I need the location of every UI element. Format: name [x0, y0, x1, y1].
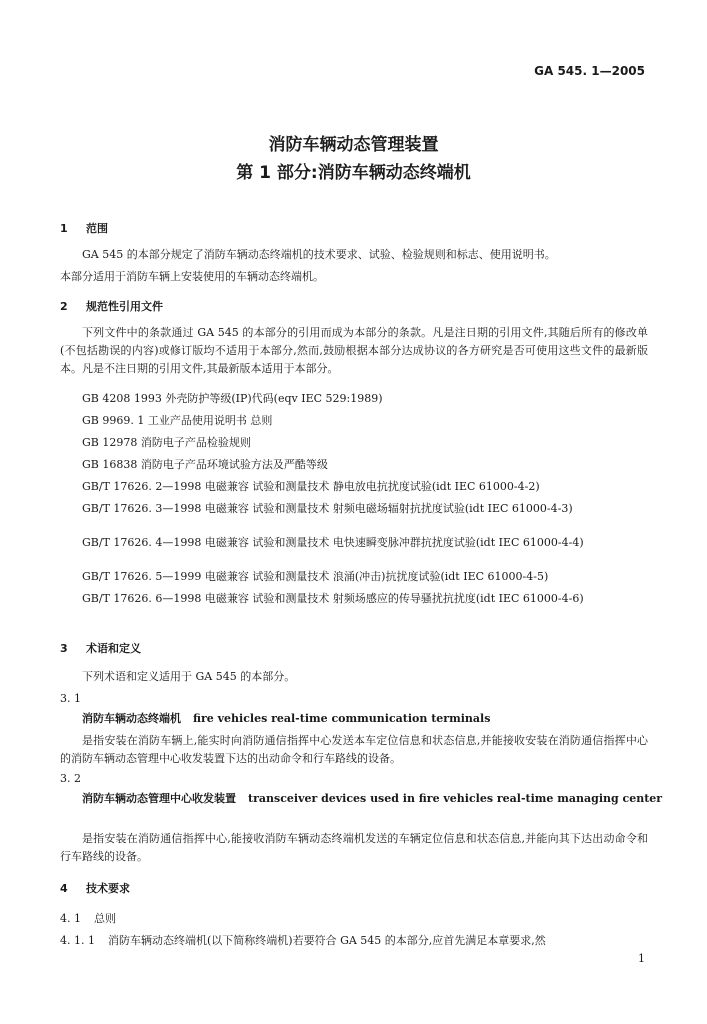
- clause-number: 4. 1. 1: [60, 934, 95, 947]
- section-2-heading: [60, 298, 648, 316]
- term-heading: [60, 710, 670, 728]
- reference-item: GB 16838 消防电子产品环境试验方法及严酷等级: [82, 458, 328, 471]
- reference-item: GB/T 17626. 6—1998 电磁兼容 试验和测量技术 射频场感应的传导骚扰抗扰度(idt IEC 61000-4-6): [82, 592, 584, 605]
- term-heading: [60, 790, 670, 808]
- term-definition: 是指安装在消防车辆上,能实时向消防通信指挥中心发送本车定位信息和状态信息,并能接收安装在消防通信指挥中心的消防车辆动态管理中心收发装置下达的出动命令和行车路线的设备。: [60, 734, 648, 765]
- section-title: 术语和定义: [86, 642, 141, 655]
- section-2-intro: 下列文件中的条款通过 GA 545 的本部分的引用而成为本部分的条款。凡是注日期的引用文件,其随后所有的修改单(不包括勘误的内容)或修订版均不适用于本部分,然而,鼓励根据本部分达成协议的各方研究是否可使用这些文件的最新版本。凡是不注日期的引用文件,其最新版本适用于本部分。: [60, 326, 648, 375]
- reference-item: GB/T 17626. 2—1998 电磁兼容 试验和测量技术 静电放电抗扰度试验(idt IEC 61000-4-2): [82, 480, 540, 493]
- reference-item: GB 4208 1993 外壳防护等级(IP)代码(eqv IEC 529:1989): [82, 392, 383, 405]
- reference-item: GB/T 17626. 5—1999 电磁兼容 试验和测量技术 浪涌(冲击)抗扰度试验(idt IEC 61000-4-5): [82, 570, 549, 583]
- clause-number: 3. 1: [60, 692, 81, 705]
- section-1-heading: [60, 220, 648, 238]
- clause-4-1-1: [60, 932, 648, 950]
- section-number: 2: [60, 300, 68, 313]
- term-cn: 消防车辆动态管理中心收发装置: [82, 792, 236, 805]
- section-number: 1: [60, 222, 68, 235]
- section-title: 范围: [86, 222, 108, 235]
- section-1-paragraph-1: GA 545 的本部分规定了消防车辆动态终端机的技术要求、试验、检验规则和标志、使用说明书。: [82, 248, 556, 261]
- section-1-paragraph-2: 本部分适用于消防车辆上安装使用的车辆动态终端机。: [60, 270, 324, 283]
- reference-item: GB/T 17626. 3—1998 电磁兼容 试验和测量技术 射频电磁场辐射抗扰度试验(idt IEC 61000-4-3): [82, 502, 573, 515]
- term-en: transceiver devices used in fire vehicles real-time managing center: [248, 792, 663, 805]
- term-cn: 消防车辆动态终端机: [82, 712, 181, 725]
- section-3-heading: [60, 640, 648, 658]
- section-title: 规范性引用文件: [86, 300, 163, 313]
- section-title: 技术要求: [86, 882, 130, 895]
- term-definition: 是指安装在消防通信指挥中心,能接收消防车辆动态终端机发送的车辆定位信息和状态信息,并能向其下达出动命令和行车路线的设备。: [60, 832, 648, 863]
- clause-4-1: [60, 910, 648, 928]
- clause-number: 3. 2: [60, 772, 81, 785]
- section-number: 4: [60, 882, 68, 895]
- document-subtitle: 第 1 部分:消防车辆动态终端机: [236, 163, 471, 183]
- document-code: GA 545. 1—2005: [534, 64, 645, 78]
- reference-item: GB 9969. 1 工业产品使用说明书 总则: [82, 414, 273, 427]
- page-number: 1: [638, 952, 645, 965]
- term-en: fire vehicles real-time communication terminals: [193, 712, 491, 725]
- section-number: 3: [60, 642, 68, 655]
- section-4-heading: [60, 880, 648, 898]
- reference-item: GB/T 17626. 4—1998 电磁兼容 试验和测量技术 电快速瞬变脉冲群抗扰度试验(idt IEC 61000-4-4): [82, 536, 584, 549]
- section-3-intro: 下列术语和定义适用于 GA 545 的本部分。: [82, 670, 296, 683]
- clause-text: 消防车辆动态终端机(以下简称终端机)若要符合 GA 545 的本部分,应首先满足本章要求,然: [108, 934, 546, 947]
- reference-item: GB 12978 消防电子产品检验规则: [82, 436, 251, 449]
- clause-title: 总则: [94, 912, 116, 925]
- clause-number: 4. 1: [60, 912, 81, 925]
- document-title: 消防车辆动态管理装置: [268, 135, 439, 155]
